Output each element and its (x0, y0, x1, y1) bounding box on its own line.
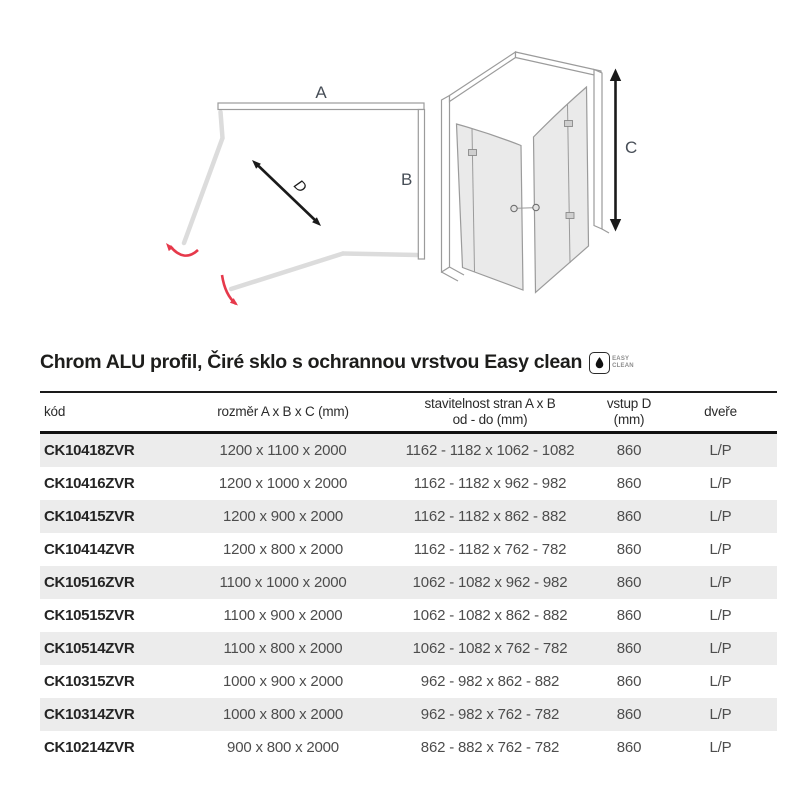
cell-rozmer: 1000 x 800 x 2000 (222, 705, 344, 723)
cell-vstup: 860 (616, 639, 642, 657)
water-drop-icon (589, 352, 610, 374)
dimension-c-label: C (625, 138, 638, 157)
dimension-a-label: A (315, 83, 327, 102)
cell-kod: CK10516ZVR (44, 573, 135, 591)
cell-kod: CK10214ZVR (44, 738, 135, 756)
hinge-icon (566, 213, 574, 219)
cell-stavitelnost: 962 - 982 x 862 - 882 (420, 672, 560, 690)
cell-kod: CK10414ZVR (44, 540, 135, 558)
cell-kod: CK10418ZVR (44, 441, 135, 459)
door-knobs (511, 204, 539, 211)
col-header-rozmer: rozměr A x B x C (mm) (217, 403, 349, 419)
cell-vstup: 860 (616, 606, 642, 624)
door-swing-arrow-left (166, 243, 198, 256)
cell-stavitelnost: 962 - 982 x 762 - 782 (420, 705, 560, 723)
wall-profiles (218, 103, 425, 259)
cell-stavitelnost: 1062 - 1082 x 862 - 882 (412, 606, 568, 624)
table-row (40, 665, 777, 698)
plan-view-diagram (166, 83, 425, 306)
section-title-row (40, 351, 634, 374)
cell-stavitelnost: 1062 - 1082 x 962 - 982 (412, 573, 568, 591)
cell-rozmer: 1200 x 900 x 2000 (222, 507, 344, 525)
col-header-dvere: dveře (704, 403, 737, 419)
cell-dvere: L/P (709, 738, 732, 756)
easy-clean-line2: CLEAN (612, 362, 634, 369)
col-header-vstup-line2: (mm) (613, 411, 645, 427)
cell-dvere: L/P (709, 705, 732, 723)
cell-vstup: 860 (616, 507, 642, 525)
cell-vstup: 860 (616, 474, 642, 492)
hinge-icon (469, 150, 477, 156)
cell-vstup: 860 (616, 738, 642, 756)
col-header-stavitelnost-line1: stavitelnost stran A x B (424, 395, 556, 411)
cell-kod: CK10514ZVR (44, 639, 135, 657)
cell-stavitelnost: 1162 - 1182 x 862 - 882 (413, 507, 567, 525)
table-header-row (40, 393, 777, 431)
dimension-b-label: B (401, 170, 413, 189)
knob-icon (533, 204, 539, 210)
cell-stavitelnost: 1162 - 1182 x 762 - 782 (413, 540, 567, 558)
table-body (40, 434, 777, 764)
table-row (40, 500, 777, 533)
cell-rozmer: 1100 x 800 x 2000 (223, 639, 343, 657)
cell-vstup: 860 (616, 540, 642, 558)
cell-kod: CK10416ZVR (44, 474, 135, 492)
table-row (40, 566, 777, 599)
table-row (40, 533, 777, 566)
cell-rozmer: 900 x 800 x 2000 (227, 738, 339, 756)
cell-kod: CK10515ZVR (44, 606, 135, 624)
knob-icon (511, 205, 517, 211)
cell-stavitelnost: 1162 - 1182 x 1062 - 1082 (405, 441, 575, 459)
dimension-d-label: D (290, 176, 310, 197)
cell-rozmer: 1200 x 800 x 2000 (222, 540, 344, 558)
cell-stavitelnost: 1062 - 1082 x 762 - 782 (412, 639, 568, 657)
cell-kod: CK10315ZVR (44, 672, 135, 690)
cell-dvere: L/P (709, 606, 732, 624)
iso-view-diagram (442, 52, 638, 293)
table-row (40, 467, 777, 500)
entry-dimension-arrow (252, 160, 321, 226)
easy-clean-line1: EASY (612, 355, 630, 362)
col-header-vstup (594, 396, 664, 428)
cell-dvere: L/P (709, 474, 732, 492)
cell-dvere: L/P (709, 573, 732, 591)
col-header-stavitelnost (386, 396, 594, 428)
page-title: Chrom ALU profil, Čiré sklo s ochrannou vrstvou Easy clean (40, 351, 583, 373)
cell-dvere: L/P (709, 441, 732, 459)
cell-vstup: 860 (616, 705, 642, 723)
cell-vstup: 860 (616, 672, 642, 690)
cell-stavitelnost: 1162 - 1182 x 962 - 982 (413, 474, 567, 492)
table-row (40, 632, 777, 665)
cell-dvere: L/P (709, 540, 732, 558)
product-spec-table (40, 391, 777, 764)
cell-dvere: L/P (709, 507, 732, 525)
table-row (40, 698, 777, 731)
cell-rozmer: 1200 x 1000 x 2000 (218, 474, 348, 492)
col-header-vstup-line1: vstup D (606, 395, 652, 411)
table-row (40, 434, 777, 467)
cell-rozmer: 1200 x 1100 x 2000 (219, 441, 347, 459)
cell-rozmer: 1000 x 900 x 2000 (222, 672, 344, 690)
col-header-kod: kód (44, 403, 66, 419)
cell-dvere: L/P (709, 639, 732, 657)
table-row (40, 599, 777, 632)
cell-kod: CK10314ZVR (44, 705, 135, 723)
cell-vstup: 860 (616, 573, 642, 591)
col-header-stavitelnost-line2: od - do (mm) (452, 411, 528, 427)
cell-vstup: 860 (616, 441, 642, 459)
cell-kod: CK10415ZVR (44, 507, 135, 525)
cell-rozmer: 1100 x 900 x 2000 (223, 606, 343, 624)
cell-rozmer: 1100 x 1000 x 2000 (219, 573, 347, 591)
open-door-lines (184, 112, 417, 289)
height-dimension-arrow (610, 69, 621, 232)
cell-stavitelnost: 862 - 882 x 762 - 782 (420, 738, 560, 756)
easy-clean-label (612, 356, 634, 370)
table-row (40, 731, 777, 764)
easy-clean-badge (589, 352, 634, 374)
iso-right-glass-door (534, 87, 589, 293)
hinge-icon (565, 121, 573, 127)
shower-enclosure-diagrams (0, 0, 800, 345)
cell-dvere: L/P (709, 672, 732, 690)
